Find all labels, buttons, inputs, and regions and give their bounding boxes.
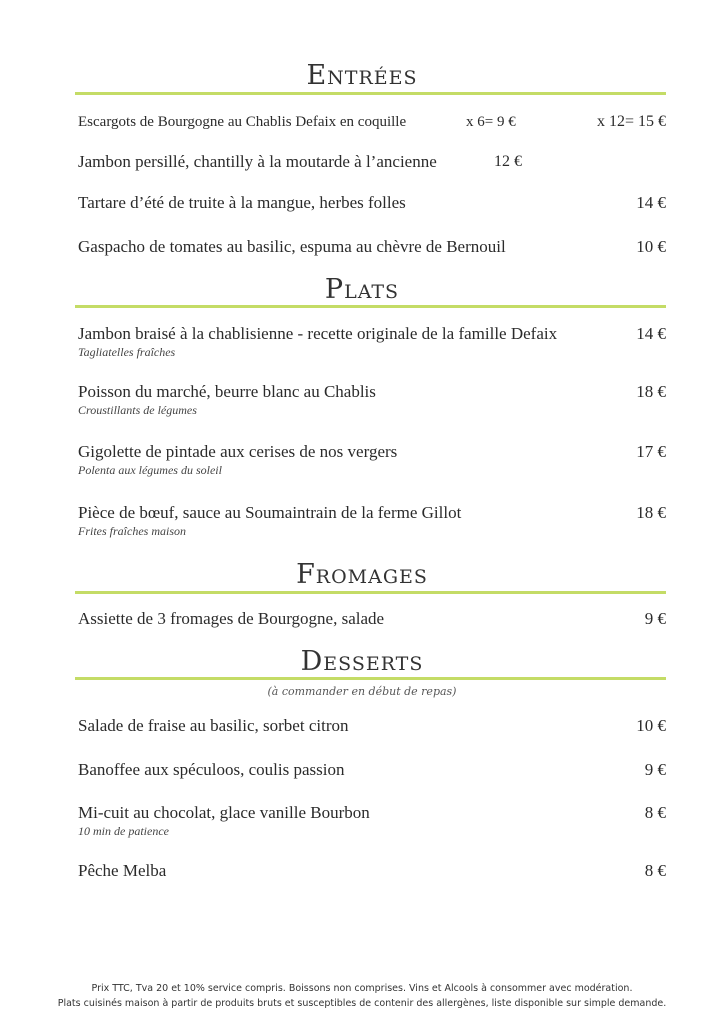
item-name: Escargots de Bourgogne au Chablis Defaix en coquille bbox=[78, 114, 407, 130]
item-price: 8 € bbox=[644, 803, 666, 822]
item-name: Pêche Melba bbox=[78, 861, 167, 880]
menu-item bbox=[78, 112, 666, 132]
menu-item bbox=[78, 237, 666, 257]
item-subtitle: Croustillants de légumes bbox=[78, 403, 197, 417]
item-price: 17 € bbox=[636, 442, 666, 461]
item-subtitle: Polenta aux légumes du soleil bbox=[78, 463, 222, 477]
item-name: Gigolette de pintade aux cerises de nos vergers bbox=[78, 442, 398, 461]
item-price-12: x 12= 15 € bbox=[596, 113, 666, 130]
item-price: 8 € bbox=[644, 861, 666, 880]
menu-item bbox=[78, 760, 666, 780]
item-name: Jambon persillé, chantilly à la moutarde à l’ancienne bbox=[78, 152, 437, 171]
menu-item bbox=[78, 193, 666, 213]
item-name: Pièce de bœuf, sauce au Soumaintrain de la ferme Gillot bbox=[78, 503, 462, 522]
section-title-fromages: Fromages bbox=[296, 559, 428, 590]
menu-item bbox=[78, 503, 666, 539]
item-price: 9 € bbox=[644, 760, 666, 779]
item-name: Tartare d’été de truite à la mangue, herbes folles bbox=[78, 193, 406, 212]
item-price: 10 € bbox=[636, 237, 666, 256]
item-price: 18 € bbox=[636, 503, 666, 522]
item-price: 18 € bbox=[636, 382, 666, 401]
section-divider bbox=[75, 591, 666, 594]
menu-item bbox=[78, 152, 666, 172]
section-divider bbox=[75, 92, 666, 95]
item-price: 14 € bbox=[636, 324, 666, 343]
item-subtitle: Tagliatelles fraîches bbox=[78, 345, 176, 359]
item-name: Gaspacho de tomates au basilic, espuma au chèvre de Bernouil bbox=[78, 237, 506, 256]
item-subtitle: 10 min de patience bbox=[78, 824, 169, 838]
item-price: 14 € bbox=[636, 193, 666, 212]
menu-item bbox=[78, 324, 666, 360]
menu-item bbox=[78, 803, 666, 839]
item-name: Assiette de 3 fromages de Bourgogne, salade bbox=[78, 609, 385, 628]
menu-item bbox=[78, 861, 666, 881]
item-name: Mi-cuit au chocolat, glace vanille Bourbon bbox=[78, 803, 370, 822]
section-title-plats: Plats bbox=[324, 274, 400, 305]
section-title-desserts: Desserts bbox=[300, 646, 424, 677]
section-note: (à commander en début de repas) bbox=[267, 685, 457, 698]
menu-item bbox=[78, 382, 666, 418]
footer-legal-line-1: Prix TTC, Tva 20 et 10% service compris. Boissons non comprises. Vins et Alcools à consommer avec modération. bbox=[91, 983, 633, 994]
item-name: Poisson du marché, beurre blanc au Chablis bbox=[78, 382, 376, 401]
item-price: 9 € bbox=[644, 609, 666, 628]
menu-item bbox=[78, 609, 666, 629]
menu-item bbox=[78, 442, 666, 478]
item-price-6: x 6= 9 € bbox=[466, 114, 516, 130]
item-name: Banoffee aux spéculoos, coulis passion bbox=[78, 760, 345, 779]
section-divider bbox=[75, 677, 666, 680]
section-divider bbox=[75, 305, 666, 308]
footer-legal-line-2: Plats cuisinés maison à partir de produits bruts et susceptibles de contenir des allergènes, liste disponible sur simple demande. bbox=[57, 998, 667, 1009]
section-title-entrees: Entrées bbox=[306, 60, 418, 91]
item-name: Salade de fraise au basilic, sorbet citron bbox=[78, 716, 349, 735]
item-price: 10 € bbox=[636, 716, 666, 735]
menu-item bbox=[78, 716, 666, 736]
item-subtitle: Frites fraîches maison bbox=[78, 524, 186, 538]
item-name: Jambon braisé à la chablisienne - recette originale de la famille Defaix bbox=[78, 324, 558, 343]
item-price: 12 € bbox=[494, 153, 522, 170]
